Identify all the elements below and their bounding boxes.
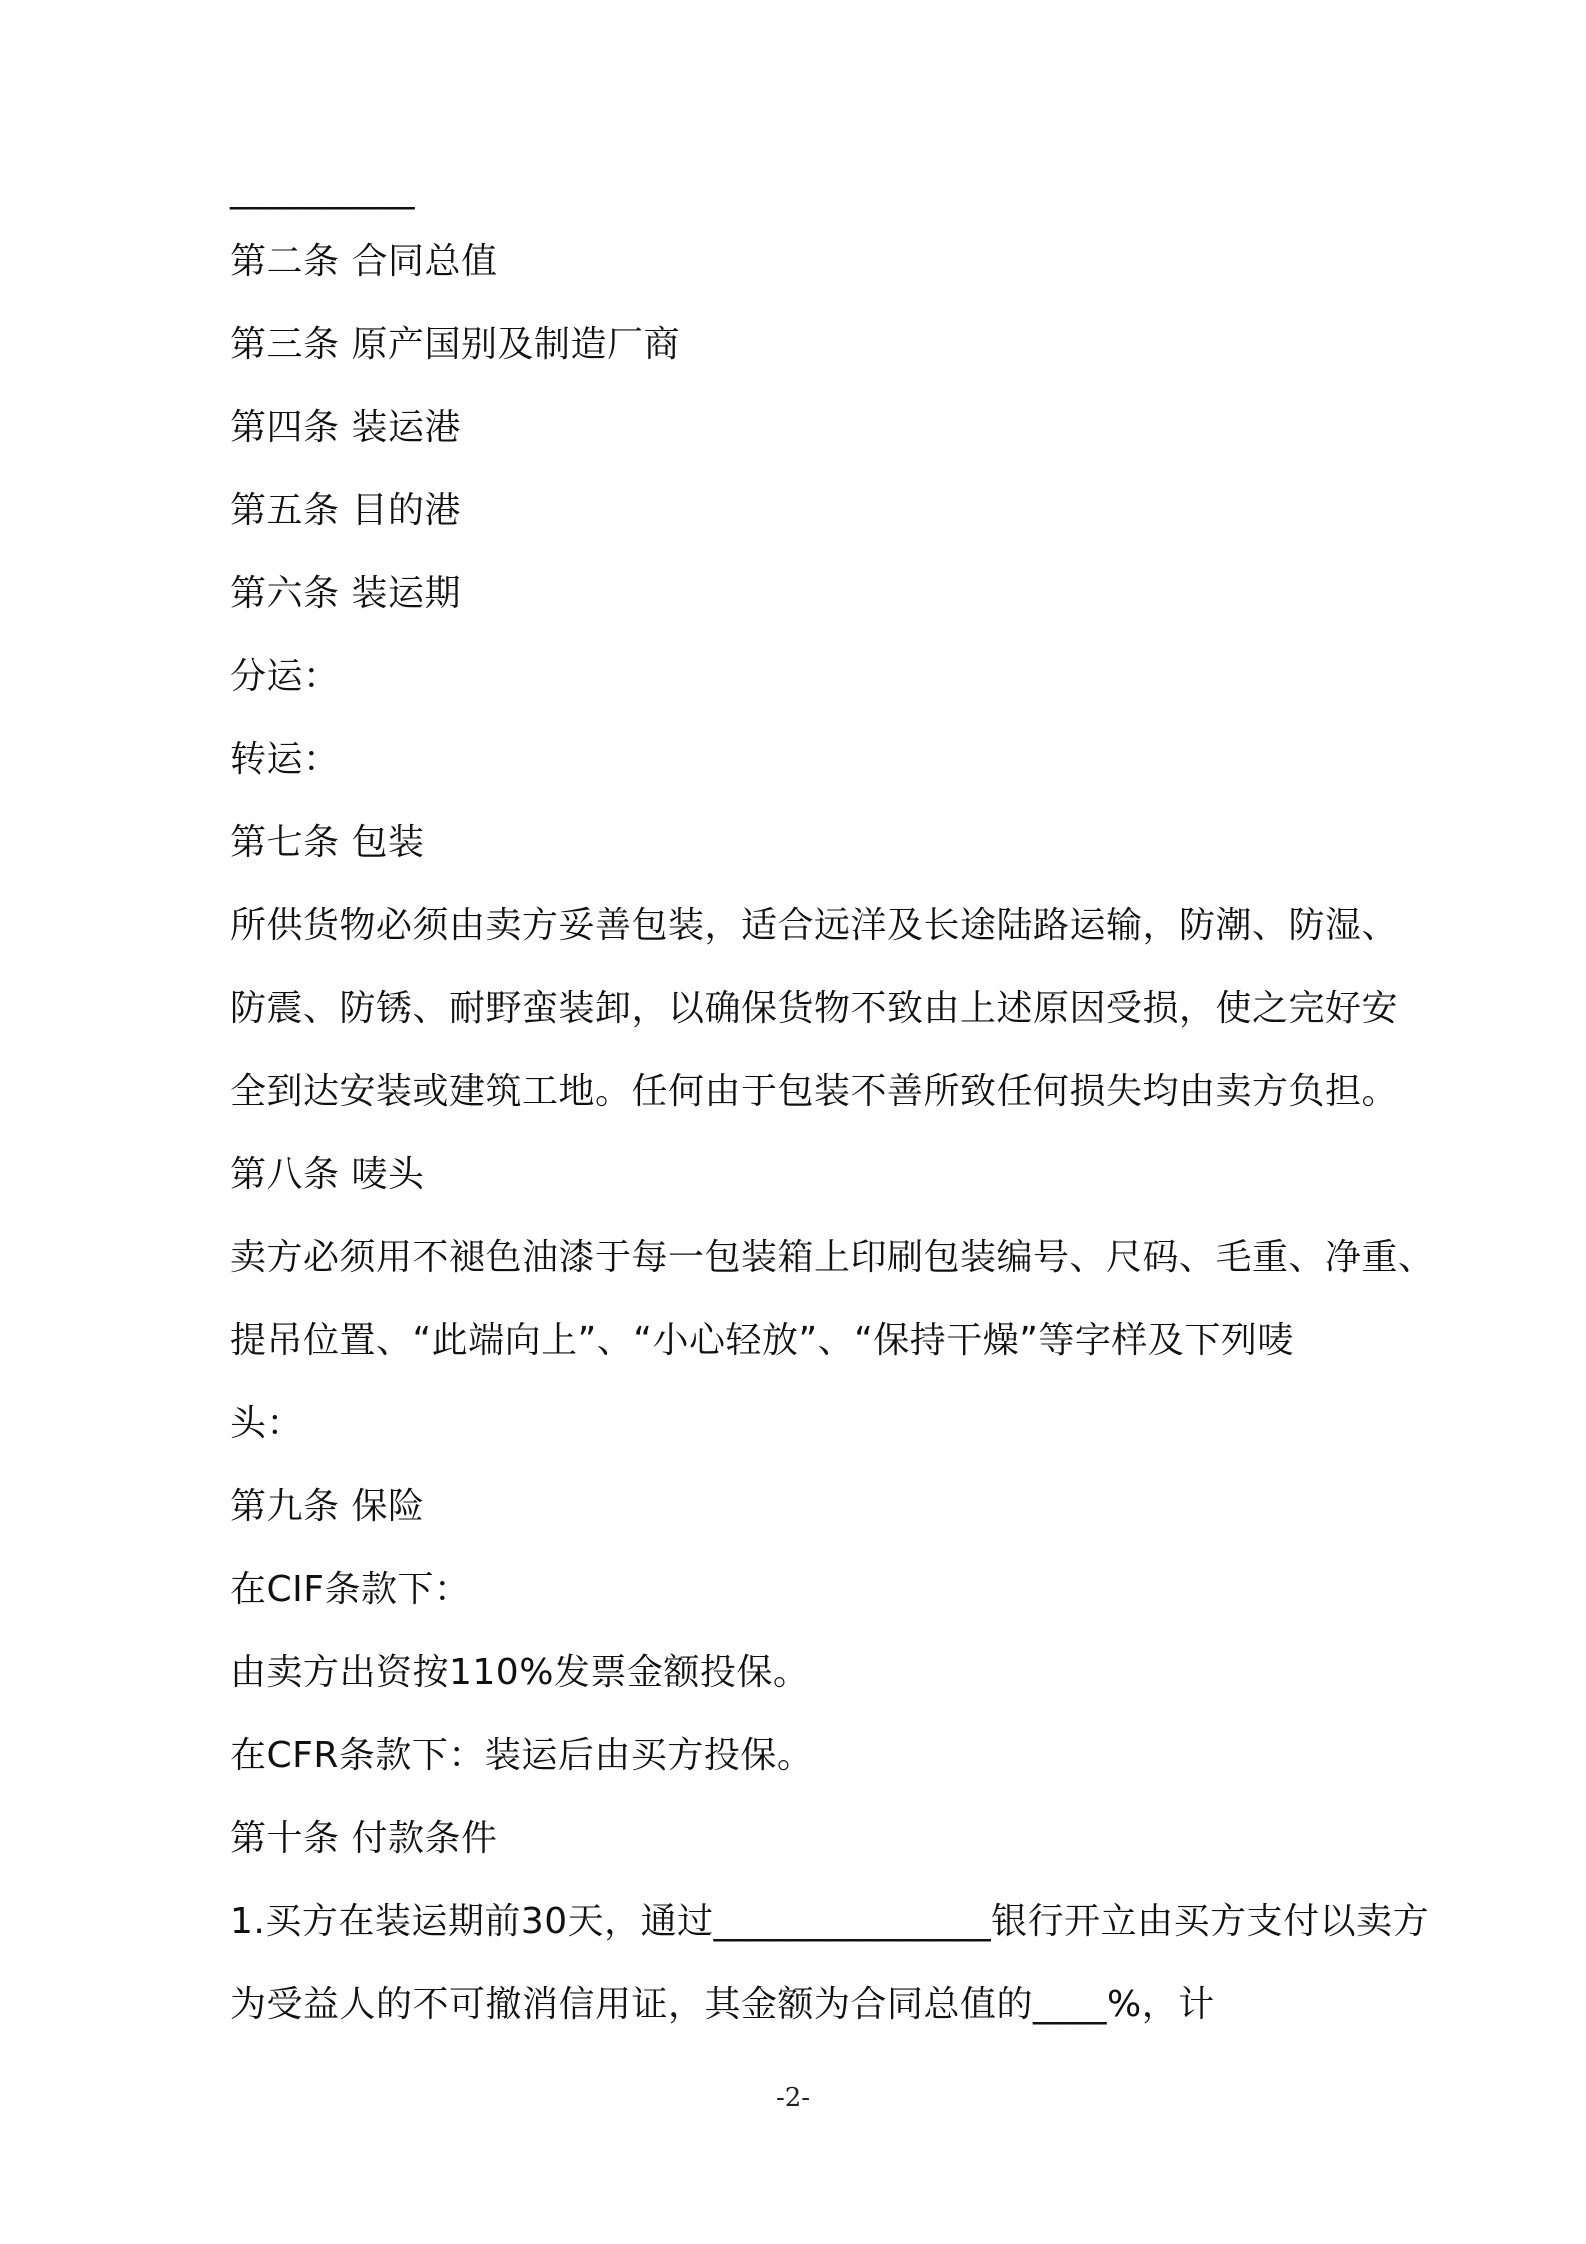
cif-clause-label: 在CIF条款下： (230, 1569, 471, 1610)
marks-paragraph-line: 头： (230, 1403, 304, 1444)
packing-paragraph-line: 防震、防锈、耐野蛮装卸，以确保货物不致由上述原因受损，使之完好安 (230, 988, 1399, 1029)
cfr-clause-text: 在CFR条款下：装运后由买方投保。 (230, 1735, 814, 1776)
article-6-heading: 第六条 装运期 (230, 573, 461, 614)
contract-body (230, 170, 1460, 2046)
packing-paragraph-line: 所供货物必须由卖方妥善包装，适合远洋及长途陆路运输，防潮、防湿、 (230, 905, 1399, 946)
article-3-heading: 第三条 原产国别及制造厂商 (230, 324, 680, 365)
page-number: -2- (775, 2083, 811, 2113)
packing-paragraph-line: 全到达安装或建筑工地。任何由于包装不善所致任何损失均由卖方负担。 (230, 1071, 1399, 1112)
partial-shipment-label: 分运： (230, 656, 340, 697)
marks-paragraph-line: 卖方必须用不褪色油漆于每一包装箱上印刷包装编号、尺码、毛重、净重、 (230, 1237, 1435, 1278)
article-2-heading: 第二条 合同总值 (230, 241, 498, 282)
blank-underline: __________ (230, 169, 415, 210)
cif-insurance-text: 由卖方出资按110%发票金额投保。 (230, 1652, 810, 1693)
article-8-heading: 第八条 唛头 (230, 1154, 425, 1195)
payment-paragraph-line: 1.买方在装运期前30天，通过_______________银行开立由买方支付以卖方 (230, 1901, 1430, 1942)
marks-paragraph-line: 提吊位置、“此端向上”、“小心轻放”、“保持干燥”等字样及下列唛 (230, 1320, 1294, 1361)
article-10-heading: 第十条 付款条件 (230, 1818, 498, 1859)
article-7-heading: 第七条 包装 (230, 822, 425, 863)
article-5-heading: 第五条 目的港 (230, 490, 461, 531)
article-9-heading: 第九条 保险 (230, 1486, 425, 1527)
transshipment-label: 转运： (230, 739, 340, 780)
article-4-heading: 第四条 装运港 (230, 407, 461, 448)
payment-paragraph-line: 为受益人的不可撤消信用证，其金额为合同总值的____%，计 (230, 1984, 1215, 2025)
